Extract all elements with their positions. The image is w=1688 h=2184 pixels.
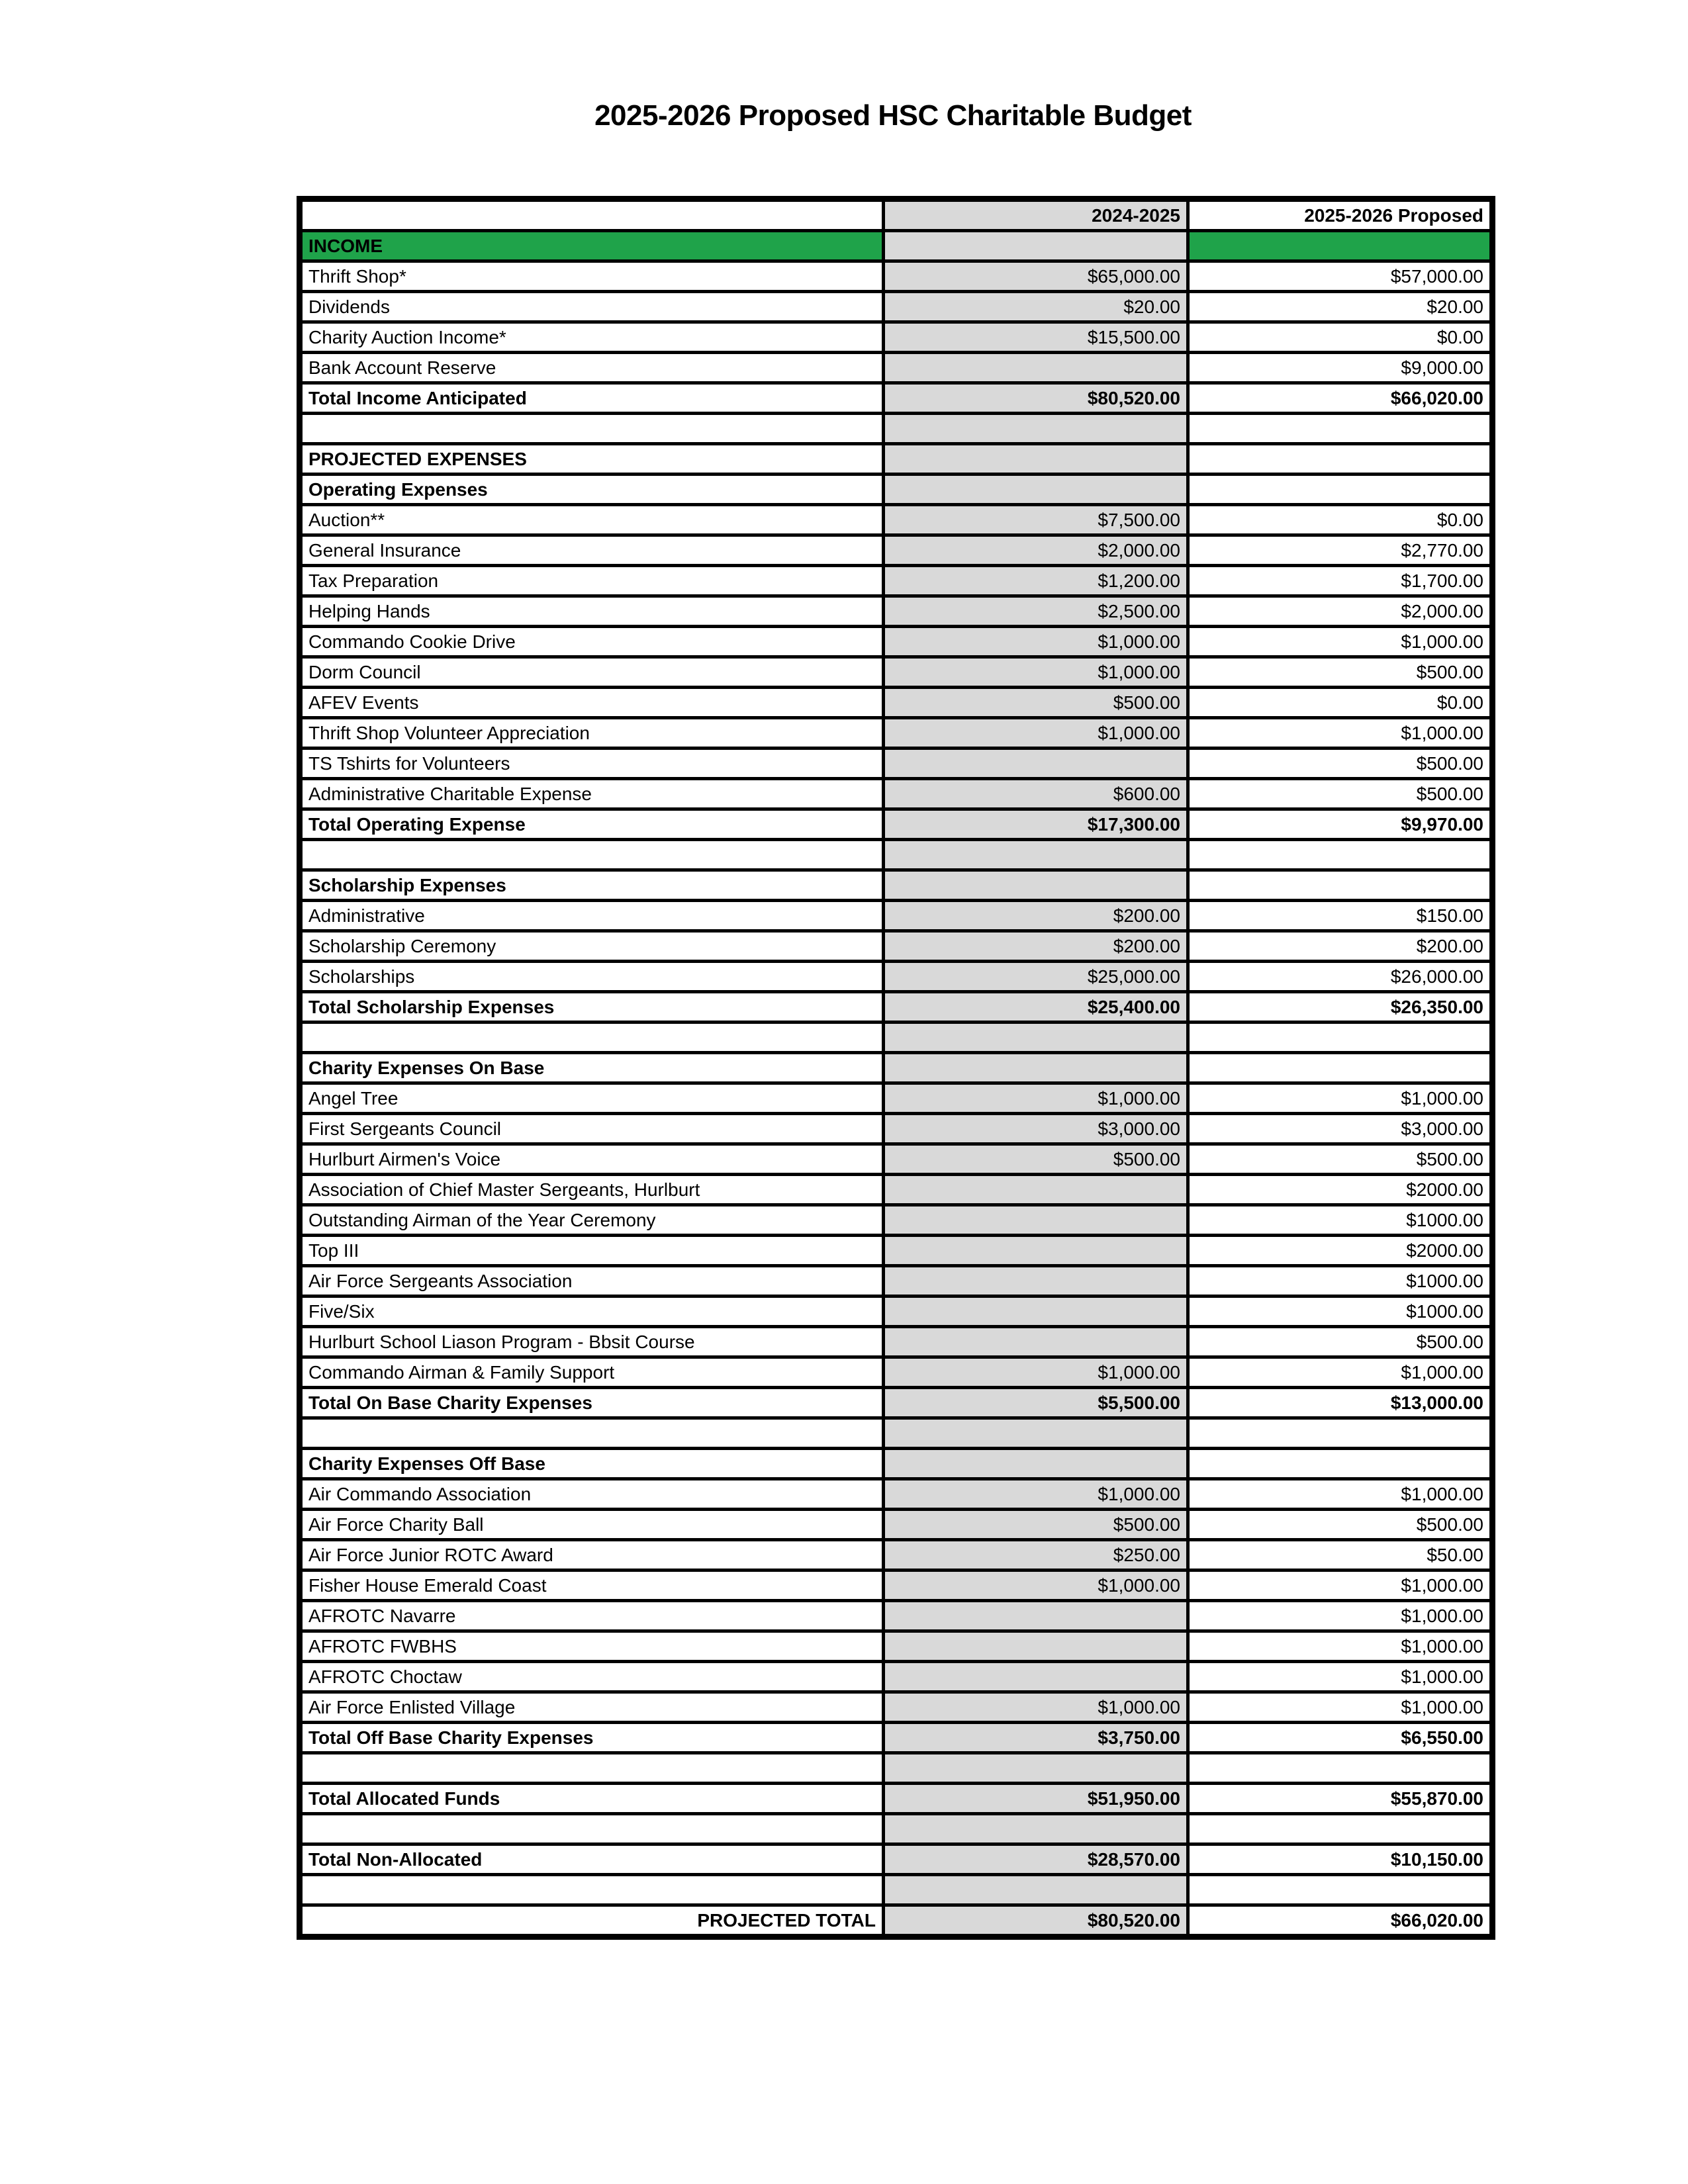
row-label-cell: Tax Preparation bbox=[300, 566, 884, 596]
value-2024-2025-cell: $1,000.00 bbox=[884, 627, 1188, 657]
column-header-row bbox=[300, 199, 1493, 231]
table-row-item bbox=[300, 779, 1493, 809]
table-row-item bbox=[300, 749, 1493, 779]
row-label-cell: Top III bbox=[300, 1236, 884, 1266]
table-row-total bbox=[300, 1844, 1493, 1875]
value-2025-2026-cell: $0.00 bbox=[1188, 688, 1493, 718]
table-row-grand bbox=[300, 1905, 1493, 1937]
row-label-cell bbox=[300, 840, 884, 870]
value-2024-2025-cell: $200.00 bbox=[884, 901, 1188, 931]
value-2024-2025-cell: $65,000.00 bbox=[884, 261, 1188, 292]
row-label-cell: Commando Airman & Family Support bbox=[300, 1357, 884, 1388]
value-2025-2026-cell: $2000.00 bbox=[1188, 1236, 1493, 1266]
row-label-cell bbox=[300, 1875, 884, 1905]
row-label-cell: Dorm Council bbox=[300, 657, 884, 688]
table-row-item bbox=[300, 322, 1493, 353]
budget-table bbox=[297, 196, 1495, 1940]
value-2024-2025-cell bbox=[884, 870, 1188, 901]
row-label-cell: Air Force Charity Ball bbox=[300, 1510, 884, 1540]
table-row-total bbox=[300, 1388, 1493, 1418]
value-2025-2026-cell: $26,000.00 bbox=[1188, 962, 1493, 992]
header-blank-cell bbox=[300, 199, 884, 231]
value-2024-2025-cell bbox=[884, 1753, 1188, 1784]
value-2024-2025-cell bbox=[884, 475, 1188, 505]
table-row-total bbox=[300, 1784, 1493, 1814]
budget-table-body bbox=[300, 231, 1493, 1937]
value-2024-2025-cell: $25,400.00 bbox=[884, 992, 1188, 1023]
row-label-cell: Scholarship Expenses bbox=[300, 870, 884, 901]
value-2025-2026-cell: $2,000.00 bbox=[1188, 596, 1493, 627]
value-2025-2026-cell: $0.00 bbox=[1188, 322, 1493, 353]
table-row-item bbox=[300, 1327, 1493, 1357]
row-label-cell: Dividends bbox=[300, 292, 884, 322]
table-row-section bbox=[300, 475, 1493, 505]
table-row-item bbox=[300, 1662, 1493, 1692]
value-2024-2025-cell bbox=[884, 1205, 1188, 1236]
row-label-cell: INCOME bbox=[300, 231, 884, 261]
value-2024-2025-cell bbox=[884, 1418, 1188, 1449]
value-2025-2026-cell: $66,020.00 bbox=[1188, 383, 1493, 414]
row-label-cell bbox=[300, 1814, 884, 1844]
row-label-cell: Air Force Junior ROTC Award bbox=[300, 1540, 884, 1570]
table-row-total bbox=[300, 383, 1493, 414]
value-2025-2026-cell: $500.00 bbox=[1188, 657, 1493, 688]
table-row-item bbox=[300, 1692, 1493, 1723]
row-label-cell: Air Commando Association bbox=[300, 1479, 884, 1510]
table-row-item bbox=[300, 1357, 1493, 1388]
table-row-item bbox=[300, 566, 1493, 596]
row-label-cell: Commando Cookie Drive bbox=[300, 627, 884, 657]
value-2025-2026-cell bbox=[1188, 231, 1493, 261]
value-2024-2025-cell: $500.00 bbox=[884, 688, 1188, 718]
table-row-item bbox=[300, 718, 1493, 749]
header-2024-2025: 2024-2025 bbox=[884, 199, 1188, 231]
row-label-cell: Hurlburt Airmen's Voice bbox=[300, 1144, 884, 1175]
table-row-item bbox=[300, 292, 1493, 322]
value-2024-2025-cell bbox=[884, 1236, 1188, 1266]
value-2025-2026-cell: $13,000.00 bbox=[1188, 1388, 1493, 1418]
value-2024-2025-cell bbox=[884, 1266, 1188, 1297]
row-label-cell: Total Operating Expense bbox=[300, 809, 884, 840]
value-2025-2026-cell: $3,000.00 bbox=[1188, 1114, 1493, 1144]
value-2025-2026-cell: $2,770.00 bbox=[1188, 535, 1493, 566]
value-2024-2025-cell: $1,000.00 bbox=[884, 718, 1188, 749]
page-title: 2025-2026 Proposed HSC Charitable Budget bbox=[594, 99, 1192, 132]
table-row-item bbox=[300, 931, 1493, 962]
table-row-section bbox=[300, 1053, 1493, 1083]
value-2024-2025-cell: $1,000.00 bbox=[884, 1479, 1188, 1510]
table-row-item bbox=[300, 1540, 1493, 1570]
row-label-cell: Air Force Enlisted Village bbox=[300, 1692, 884, 1723]
row-label-cell: Bank Account Reserve bbox=[300, 353, 884, 383]
value-2024-2025-cell: $51,950.00 bbox=[884, 1784, 1188, 1814]
row-label-cell: AFEV Events bbox=[300, 688, 884, 718]
value-2025-2026-cell: $1,000.00 bbox=[1188, 1570, 1493, 1601]
value-2024-2025-cell bbox=[884, 840, 1188, 870]
value-2025-2026-cell: $55,870.00 bbox=[1188, 1784, 1493, 1814]
value-2024-2025-cell: $200.00 bbox=[884, 931, 1188, 962]
table-row-item bbox=[300, 1510, 1493, 1540]
spacer-row bbox=[300, 1418, 1493, 1449]
value-2024-2025-cell: $80,520.00 bbox=[884, 383, 1188, 414]
value-2024-2025-cell bbox=[884, 1662, 1188, 1692]
value-2025-2026-cell bbox=[1188, 1814, 1493, 1844]
table-row-item bbox=[300, 1479, 1493, 1510]
row-label-cell: AFROTC Choctaw bbox=[300, 1662, 884, 1692]
row-label-cell: General Insurance bbox=[300, 535, 884, 566]
table-row-item bbox=[300, 627, 1493, 657]
row-label-cell: Outstanding Airman of the Year Ceremony bbox=[300, 1205, 884, 1236]
row-label-cell: Association of Chief Master Sergeants, Hurlburt bbox=[300, 1175, 884, 1205]
table-row-total bbox=[300, 1723, 1493, 1753]
value-2025-2026-cell: $1,000.00 bbox=[1188, 1662, 1493, 1692]
value-2025-2026-cell bbox=[1188, 444, 1493, 475]
table-row-total bbox=[300, 809, 1493, 840]
value-2025-2026-cell: $1000.00 bbox=[1188, 1205, 1493, 1236]
value-2024-2025-cell: $1,200.00 bbox=[884, 566, 1188, 596]
value-2024-2025-cell bbox=[884, 1327, 1188, 1357]
table-row-income bbox=[300, 231, 1493, 261]
row-label-cell: Hurlburt School Liason Program - Bbsit Course bbox=[300, 1327, 884, 1357]
value-2024-2025-cell: $250.00 bbox=[884, 1540, 1188, 1570]
row-label-cell: Administrative bbox=[300, 901, 884, 931]
value-2025-2026-cell bbox=[1188, 840, 1493, 870]
table-row-item bbox=[300, 1570, 1493, 1601]
value-2024-2025-cell bbox=[884, 1875, 1188, 1905]
row-label-cell: Charity Expenses On Base bbox=[300, 1053, 884, 1083]
value-2024-2025-cell bbox=[884, 414, 1188, 444]
value-2025-2026-cell: $1000.00 bbox=[1188, 1266, 1493, 1297]
value-2025-2026-cell: $150.00 bbox=[1188, 901, 1493, 931]
spacer-row bbox=[300, 1753, 1493, 1784]
value-2024-2025-cell bbox=[884, 1449, 1188, 1479]
value-2024-2025-cell bbox=[884, 353, 1188, 383]
row-label-cell: Total Income Anticipated bbox=[300, 383, 884, 414]
value-2024-2025-cell: $500.00 bbox=[884, 1510, 1188, 1540]
table-row-item bbox=[300, 1297, 1493, 1327]
value-2025-2026-cell: $20.00 bbox=[1188, 292, 1493, 322]
value-2024-2025-cell: $80,520.00 bbox=[884, 1905, 1188, 1937]
table-row-section bbox=[300, 870, 1493, 901]
value-2024-2025-cell: $20.00 bbox=[884, 292, 1188, 322]
value-2024-2025-cell: $2,000.00 bbox=[884, 535, 1188, 566]
value-2025-2026-cell: $26,350.00 bbox=[1188, 992, 1493, 1023]
value-2025-2026-cell: $50.00 bbox=[1188, 1540, 1493, 1570]
row-label-cell: First Sergeants Council bbox=[300, 1114, 884, 1144]
row-label-cell bbox=[300, 1418, 884, 1449]
value-2025-2026-cell bbox=[1188, 1875, 1493, 1905]
table-row-item bbox=[300, 353, 1493, 383]
value-2025-2026-cell bbox=[1188, 1449, 1493, 1479]
table-row-item bbox=[300, 962, 1493, 992]
value-2025-2026-cell: $1,000.00 bbox=[1188, 1692, 1493, 1723]
table-row-item bbox=[300, 1083, 1493, 1114]
value-2025-2026-cell: $10,150.00 bbox=[1188, 1844, 1493, 1875]
table-row-item bbox=[300, 1236, 1493, 1266]
value-2024-2025-cell: $3,750.00 bbox=[884, 1723, 1188, 1753]
value-2024-2025-cell: $1,000.00 bbox=[884, 657, 1188, 688]
value-2024-2025-cell: $3,000.00 bbox=[884, 1114, 1188, 1144]
row-label-cell: Total Allocated Funds bbox=[300, 1784, 884, 1814]
spacer-row bbox=[300, 840, 1493, 870]
value-2025-2026-cell: $1,700.00 bbox=[1188, 566, 1493, 596]
spacer-row bbox=[300, 1875, 1493, 1905]
value-2025-2026-cell: $1,000.00 bbox=[1188, 718, 1493, 749]
table-row-item bbox=[300, 657, 1493, 688]
value-2024-2025-cell bbox=[884, 1297, 1188, 1327]
value-2025-2026-cell bbox=[1188, 1418, 1493, 1449]
value-2025-2026-cell: $1,000.00 bbox=[1188, 1357, 1493, 1388]
table-row-item bbox=[300, 1175, 1493, 1205]
value-2024-2025-cell bbox=[884, 1814, 1188, 1844]
value-2025-2026-cell: $500.00 bbox=[1188, 749, 1493, 779]
value-2024-2025-cell bbox=[884, 1053, 1188, 1083]
header-2025-2026-proposed: 2025-2026 Proposed bbox=[1188, 199, 1493, 231]
row-label-cell: Total Non-Allocated bbox=[300, 1844, 884, 1875]
value-2025-2026-cell: $6,550.00 bbox=[1188, 1723, 1493, 1753]
table-row-section bbox=[300, 444, 1493, 475]
value-2025-2026-cell bbox=[1188, 1023, 1493, 1053]
row-label-cell bbox=[300, 1023, 884, 1053]
table-row-item bbox=[300, 1114, 1493, 1144]
row-label-cell: PROJECTED EXPENSES bbox=[300, 444, 884, 475]
table-row-item bbox=[300, 596, 1493, 627]
value-2024-2025-cell: $17,300.00 bbox=[884, 809, 1188, 840]
value-2025-2026-cell: $500.00 bbox=[1188, 1327, 1493, 1357]
value-2024-2025-cell: $1,000.00 bbox=[884, 1357, 1188, 1388]
value-2025-2026-cell: $500.00 bbox=[1188, 779, 1493, 809]
value-2024-2025-cell: $1,000.00 bbox=[884, 1083, 1188, 1114]
value-2024-2025-cell: $500.00 bbox=[884, 1144, 1188, 1175]
table-row-item bbox=[300, 1144, 1493, 1175]
table-row-item bbox=[300, 535, 1493, 566]
row-label-cell: PROJECTED TOTAL bbox=[300, 1905, 884, 1937]
value-2024-2025-cell: $28,570.00 bbox=[884, 1844, 1188, 1875]
table-row-item bbox=[300, 1631, 1493, 1662]
value-2024-2025-cell bbox=[884, 749, 1188, 779]
row-label-cell: Operating Expenses bbox=[300, 475, 884, 505]
table-row-item bbox=[300, 1601, 1493, 1631]
row-label-cell: Thrift Shop Volunteer Appreciation bbox=[300, 718, 884, 749]
row-label-cell: Charity Expenses Off Base bbox=[300, 1449, 884, 1479]
value-2025-2026-cell: $1,000.00 bbox=[1188, 1601, 1493, 1631]
value-2024-2025-cell: $600.00 bbox=[884, 779, 1188, 809]
value-2025-2026-cell: $500.00 bbox=[1188, 1144, 1493, 1175]
value-2024-2025-cell bbox=[884, 231, 1188, 261]
row-label-cell: AFROTC FWBHS bbox=[300, 1631, 884, 1662]
row-label-cell: AFROTC Navarre bbox=[300, 1601, 884, 1631]
row-label-cell bbox=[300, 1753, 884, 1784]
value-2024-2025-cell: $1,000.00 bbox=[884, 1692, 1188, 1723]
value-2025-2026-cell bbox=[1188, 414, 1493, 444]
value-2025-2026-cell bbox=[1188, 1053, 1493, 1083]
row-label-cell: Administrative Charitable Expense bbox=[300, 779, 884, 809]
value-2025-2026-cell: $500.00 bbox=[1188, 1510, 1493, 1540]
table-row-item bbox=[300, 901, 1493, 931]
table-row-item bbox=[300, 261, 1493, 292]
row-label-cell: Five/Six bbox=[300, 1297, 884, 1327]
value-2024-2025-cell: $15,500.00 bbox=[884, 322, 1188, 353]
value-2025-2026-cell: $1,000.00 bbox=[1188, 1479, 1493, 1510]
value-2024-2025-cell: $2,500.00 bbox=[884, 596, 1188, 627]
value-2024-2025-cell: $5,500.00 bbox=[884, 1388, 1188, 1418]
table-row-item bbox=[300, 1205, 1493, 1236]
row-label-cell: TS Tshirts for Volunteers bbox=[300, 749, 884, 779]
value-2025-2026-cell: $2000.00 bbox=[1188, 1175, 1493, 1205]
value-2024-2025-cell bbox=[884, 1631, 1188, 1662]
spacer-row bbox=[300, 414, 1493, 444]
row-label-cell: Auction** bbox=[300, 505, 884, 535]
value-2024-2025-cell bbox=[884, 444, 1188, 475]
value-2024-2025-cell: $25,000.00 bbox=[884, 962, 1188, 992]
value-2025-2026-cell: $1,000.00 bbox=[1188, 1083, 1493, 1114]
row-label-cell: Total Scholarship Expenses bbox=[300, 992, 884, 1023]
row-label-cell: Charity Auction Income* bbox=[300, 322, 884, 353]
value-2024-2025-cell bbox=[884, 1023, 1188, 1053]
table-row-section bbox=[300, 1449, 1493, 1479]
table-row-item bbox=[300, 1266, 1493, 1297]
value-2025-2026-cell: $200.00 bbox=[1188, 931, 1493, 962]
value-2025-2026-cell bbox=[1188, 1753, 1493, 1784]
value-2025-2026-cell: $1,000.00 bbox=[1188, 1631, 1493, 1662]
row-label-cell: Helping Hands bbox=[300, 596, 884, 627]
value-2025-2026-cell: $57,000.00 bbox=[1188, 261, 1493, 292]
value-2025-2026-cell: $66,020.00 bbox=[1188, 1905, 1493, 1937]
table-row-item bbox=[300, 505, 1493, 535]
table-row-total bbox=[300, 992, 1493, 1023]
table-row-item bbox=[300, 688, 1493, 718]
row-label-cell: Scholarships bbox=[300, 962, 884, 992]
value-2024-2025-cell: $7,500.00 bbox=[884, 505, 1188, 535]
value-2025-2026-cell bbox=[1188, 475, 1493, 505]
value-2025-2026-cell: $1000.00 bbox=[1188, 1297, 1493, 1327]
value-2024-2025-cell bbox=[884, 1175, 1188, 1205]
value-2025-2026-cell: $0.00 bbox=[1188, 505, 1493, 535]
spacer-row bbox=[300, 1023, 1493, 1053]
row-label-cell: Angel Tree bbox=[300, 1083, 884, 1114]
row-label-cell: Fisher House Emerald Coast bbox=[300, 1570, 884, 1601]
row-label-cell: Air Force Sergeants Association bbox=[300, 1266, 884, 1297]
row-label-cell: Total Off Base Charity Expenses bbox=[300, 1723, 884, 1753]
value-2025-2026-cell bbox=[1188, 870, 1493, 901]
row-label-cell: Thrift Shop* bbox=[300, 261, 884, 292]
value-2024-2025-cell: $1,000.00 bbox=[884, 1570, 1188, 1601]
row-label-cell bbox=[300, 414, 884, 444]
value-2025-2026-cell: $9,970.00 bbox=[1188, 809, 1493, 840]
value-2025-2026-cell: $9,000.00 bbox=[1188, 353, 1493, 383]
value-2024-2025-cell bbox=[884, 1601, 1188, 1631]
row-label-cell: Scholarship Ceremony bbox=[300, 931, 884, 962]
row-label-cell: Total On Base Charity Expenses bbox=[300, 1388, 884, 1418]
spacer-row bbox=[300, 1814, 1493, 1844]
value-2025-2026-cell: $1,000.00 bbox=[1188, 627, 1493, 657]
